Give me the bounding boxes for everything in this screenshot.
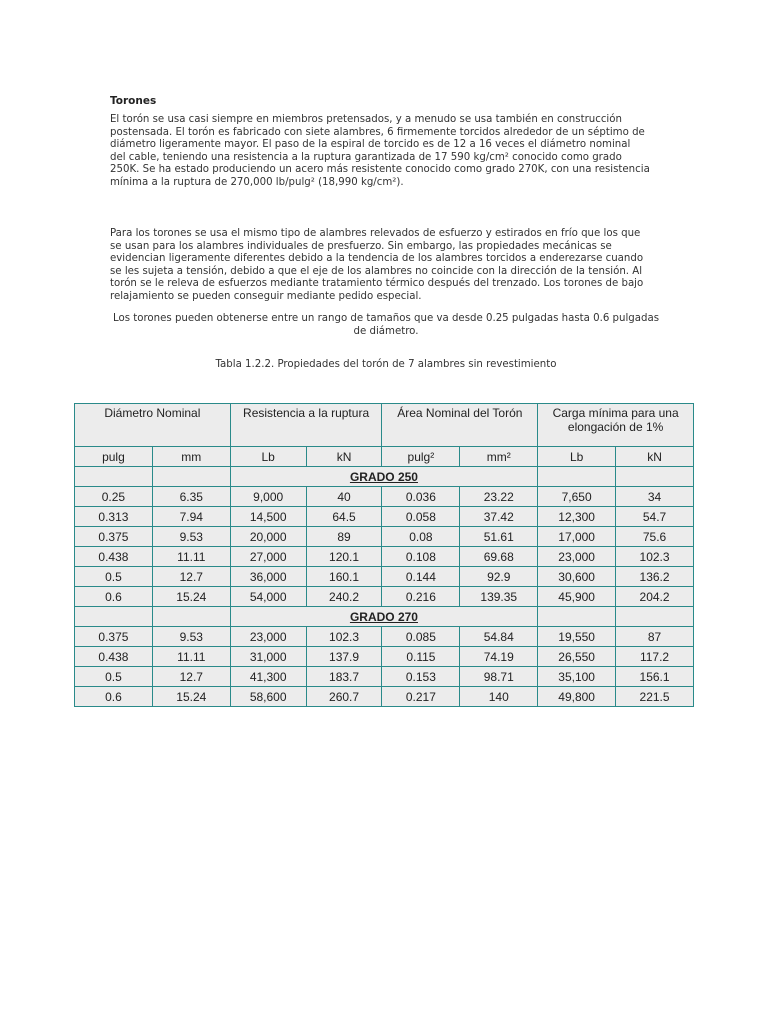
table-row	[75, 647, 694, 667]
table-cell: 0.153	[382, 667, 460, 687]
table-cell: 15.24	[152, 687, 230, 707]
table-cell: 98.71	[460, 667, 538, 687]
unit-header: Lb	[538, 447, 616, 467]
table-cell: 156.1	[616, 667, 694, 687]
table-row	[75, 527, 694, 547]
table-cell: 12.7	[152, 667, 230, 687]
table-cell: 87	[616, 627, 694, 647]
table-row	[75, 587, 694, 607]
paragraph-intro	[110, 114, 662, 190]
table-cell: 9.53	[152, 627, 230, 647]
table-cell: 136.2	[616, 567, 694, 587]
table-cell: 64.5	[306, 507, 382, 527]
table-group-header-row	[75, 404, 694, 447]
blank-cell	[75, 467, 153, 487]
table-cell: 54.7	[616, 507, 694, 527]
grade-label: GRADO 250	[230, 467, 537, 487]
table-cell: 45,900	[538, 587, 616, 607]
table-cell: 49,800	[538, 687, 616, 707]
text-line: postensada. El torón es fabricado con siete alambres, 6 firmemente torcidos alrededor de un séptimo de	[110, 126, 645, 138]
table-cell: 26,550	[538, 647, 616, 667]
table-cell: 102.3	[306, 627, 382, 647]
blank-cell	[538, 467, 616, 487]
text-line: mínima a la ruptura de 270,000 lb/pulg² (18,990 kg/cm²).	[110, 176, 404, 188]
blank-cell	[152, 467, 230, 487]
table-cell: 6.35	[152, 487, 230, 507]
table-cell: 37.42	[460, 507, 538, 527]
table-cell: 17,000	[538, 527, 616, 547]
text-line: se usan para los alambres individuales de presfuerzo. Sin embargo, las propiedades mecánicas se	[110, 240, 612, 252]
text-line: Para los torones se usa el mismo tipo de alambres relevados de esfuerzo y estirados en frío que los que	[110, 228, 641, 239]
text-line: 250K. Se ha estado produciendo un acero más resistente conocido como grado 270K, con una resistencia	[110, 164, 650, 176]
table-cell: 0.438	[75, 547, 153, 567]
table-cell: 0.375	[75, 527, 153, 547]
table-cell: 9,000	[230, 487, 306, 507]
table-cell: 0.6	[75, 587, 153, 607]
unit-header: kN	[616, 447, 694, 467]
paragraph-sizes	[110, 313, 662, 338]
table-cell: 0.036	[382, 487, 460, 507]
table-cell: 221.5	[616, 687, 694, 707]
column-group-header: Área Nominal del Torón	[382, 404, 538, 447]
table-cell: 31,000	[230, 647, 306, 667]
table-cell: 23,000	[230, 627, 306, 647]
table-cell: 7.94	[152, 507, 230, 527]
table-cell: 0.108	[382, 547, 460, 567]
table-cell: 0.058	[382, 507, 460, 527]
blank-cell	[616, 467, 694, 487]
text-line: del cable, teniendo una resistencia a la ruptura garantizada de 17 590 kg/cm² conocido como grado	[110, 151, 622, 163]
table-cell: 58,600	[230, 687, 306, 707]
table-cell: 30,600	[538, 567, 616, 587]
table-cell: 0.216	[382, 587, 460, 607]
table-unit-header-row	[75, 447, 694, 467]
table-cell: 0.313	[75, 507, 153, 527]
table-cell: 137.9	[306, 647, 382, 667]
table-cell: 51.61	[460, 527, 538, 547]
table-cell: 204.2	[616, 587, 694, 607]
column-group-header: Diámetro Nominal	[75, 404, 231, 447]
table-caption: Tabla 1.2.2. Propiedades del torón de 7 alambres sin revestimiento	[215, 359, 557, 370]
table-cell: 36,000	[230, 567, 306, 587]
text-line: torón se le releva de esfuerzos mediante tratamiento térmico después del trenzado. Los torones de bajo	[110, 278, 644, 290]
text-line: se les sujeta a tensión, debido a que el eje de los alambres no coincide con la dirección de la tensión. Al	[110, 265, 643, 277]
text-line: relajamiento se pueden conseguir mediante pedido especial.	[110, 290, 422, 302]
table-cell: 0.25	[75, 487, 153, 507]
table-row	[75, 627, 694, 647]
table-cell: 0.08	[382, 527, 460, 547]
grade-label: GRADO 270	[230, 607, 537, 627]
table-row	[75, 507, 694, 527]
table-cell: 0.115	[382, 647, 460, 667]
table-cell: 0.217	[382, 687, 460, 707]
table-cell: 0.5	[75, 567, 153, 587]
table-cell: 240.2	[306, 587, 382, 607]
table-cell: 7,650	[538, 487, 616, 507]
table-row	[75, 567, 694, 587]
table-cell: 92.9	[460, 567, 538, 587]
table-cell: 0.144	[382, 567, 460, 587]
table-row	[75, 667, 694, 687]
paragraph-properties	[110, 228, 662, 304]
blank-cell	[616, 607, 694, 627]
text-line: diámetro ligeramente mayor. El paso de la espiral de torcido es de 12 a 16 veces el diámetro nominal	[110, 139, 631, 151]
text-line: de diámetro.	[353, 325, 419, 337]
table-cell: 54,000	[230, 587, 306, 607]
unit-header: Lb	[230, 447, 306, 467]
table-cell: 75.6	[616, 527, 694, 547]
table-row	[75, 687, 694, 707]
grade-section-row	[75, 607, 694, 627]
blank-cell	[538, 607, 616, 627]
table-cell: 0.438	[75, 647, 153, 667]
table-cell: 23.22	[460, 487, 538, 507]
table-cell: 160.1	[306, 567, 382, 587]
table-cell: 23,000	[538, 547, 616, 567]
table-cell: 41,300	[230, 667, 306, 687]
table-cell: 14,500	[230, 507, 306, 527]
column-group-header: Carga mínima para una elongación de 1%	[538, 404, 694, 447]
table-cell: 89	[306, 527, 382, 547]
table-cell: 102.3	[616, 547, 694, 567]
table-cell: 19,550	[538, 627, 616, 647]
table-cell: 260.7	[306, 687, 382, 707]
table-cell: 35,100	[538, 667, 616, 687]
table-cell: 0.6	[75, 687, 153, 707]
table-cell: 27,000	[230, 547, 306, 567]
table-cell: 11.11	[152, 547, 230, 567]
table-cell: 74.19	[460, 647, 538, 667]
unit-header: mm²	[460, 447, 538, 467]
column-group-header: Resistencia a la ruptura	[230, 404, 382, 447]
table-row	[75, 487, 694, 507]
text-line: Los torones pueden obtenerse entre un rango de tamaños que va desde 0.25 pulgadas hasta 0.6 pulgadas	[112, 313, 660, 324]
table-cell: 15.24	[152, 587, 230, 607]
unit-header: pulg	[75, 447, 153, 467]
table-cell: 12,300	[538, 507, 616, 527]
text-line: evidencian ligeramente diferentes debido a la tendencia de los alambres torcidos a enderezarse cuando	[110, 253, 644, 265]
table-cell: 54.84	[460, 627, 538, 647]
table-cell: 69.68	[460, 547, 538, 567]
blank-cell	[75, 607, 153, 627]
table-cell: 0.5	[75, 667, 153, 687]
table-cell: 117.2	[616, 647, 694, 667]
grade-section-row	[75, 467, 694, 487]
table-cell: 139.35	[460, 587, 538, 607]
table-row	[75, 547, 694, 567]
table-cell: 183.7	[306, 667, 382, 687]
table-cell: 40	[306, 487, 382, 507]
table-cell: 11.11	[152, 647, 230, 667]
unit-header: kN	[306, 447, 382, 467]
table-cell: 120.1	[306, 547, 382, 567]
table-cell: 9.53	[152, 527, 230, 547]
blank-cell	[152, 607, 230, 627]
text-line: El torón se usa casi siempre en miembros pretensados, y a menudo se usa también en construcción	[110, 114, 622, 125]
table-cell: 34	[616, 487, 694, 507]
table-cell: 12.7	[152, 567, 230, 587]
table-cell: 20,000	[230, 527, 306, 547]
unit-header: mm	[152, 447, 230, 467]
unit-header: pulg²	[382, 447, 460, 467]
table-cell: 0.375	[75, 627, 153, 647]
table-cell: 0.085	[382, 627, 460, 647]
table-cell: 140	[460, 687, 538, 707]
section-heading: Torones	[110, 95, 157, 107]
properties-table	[74, 403, 694, 707]
